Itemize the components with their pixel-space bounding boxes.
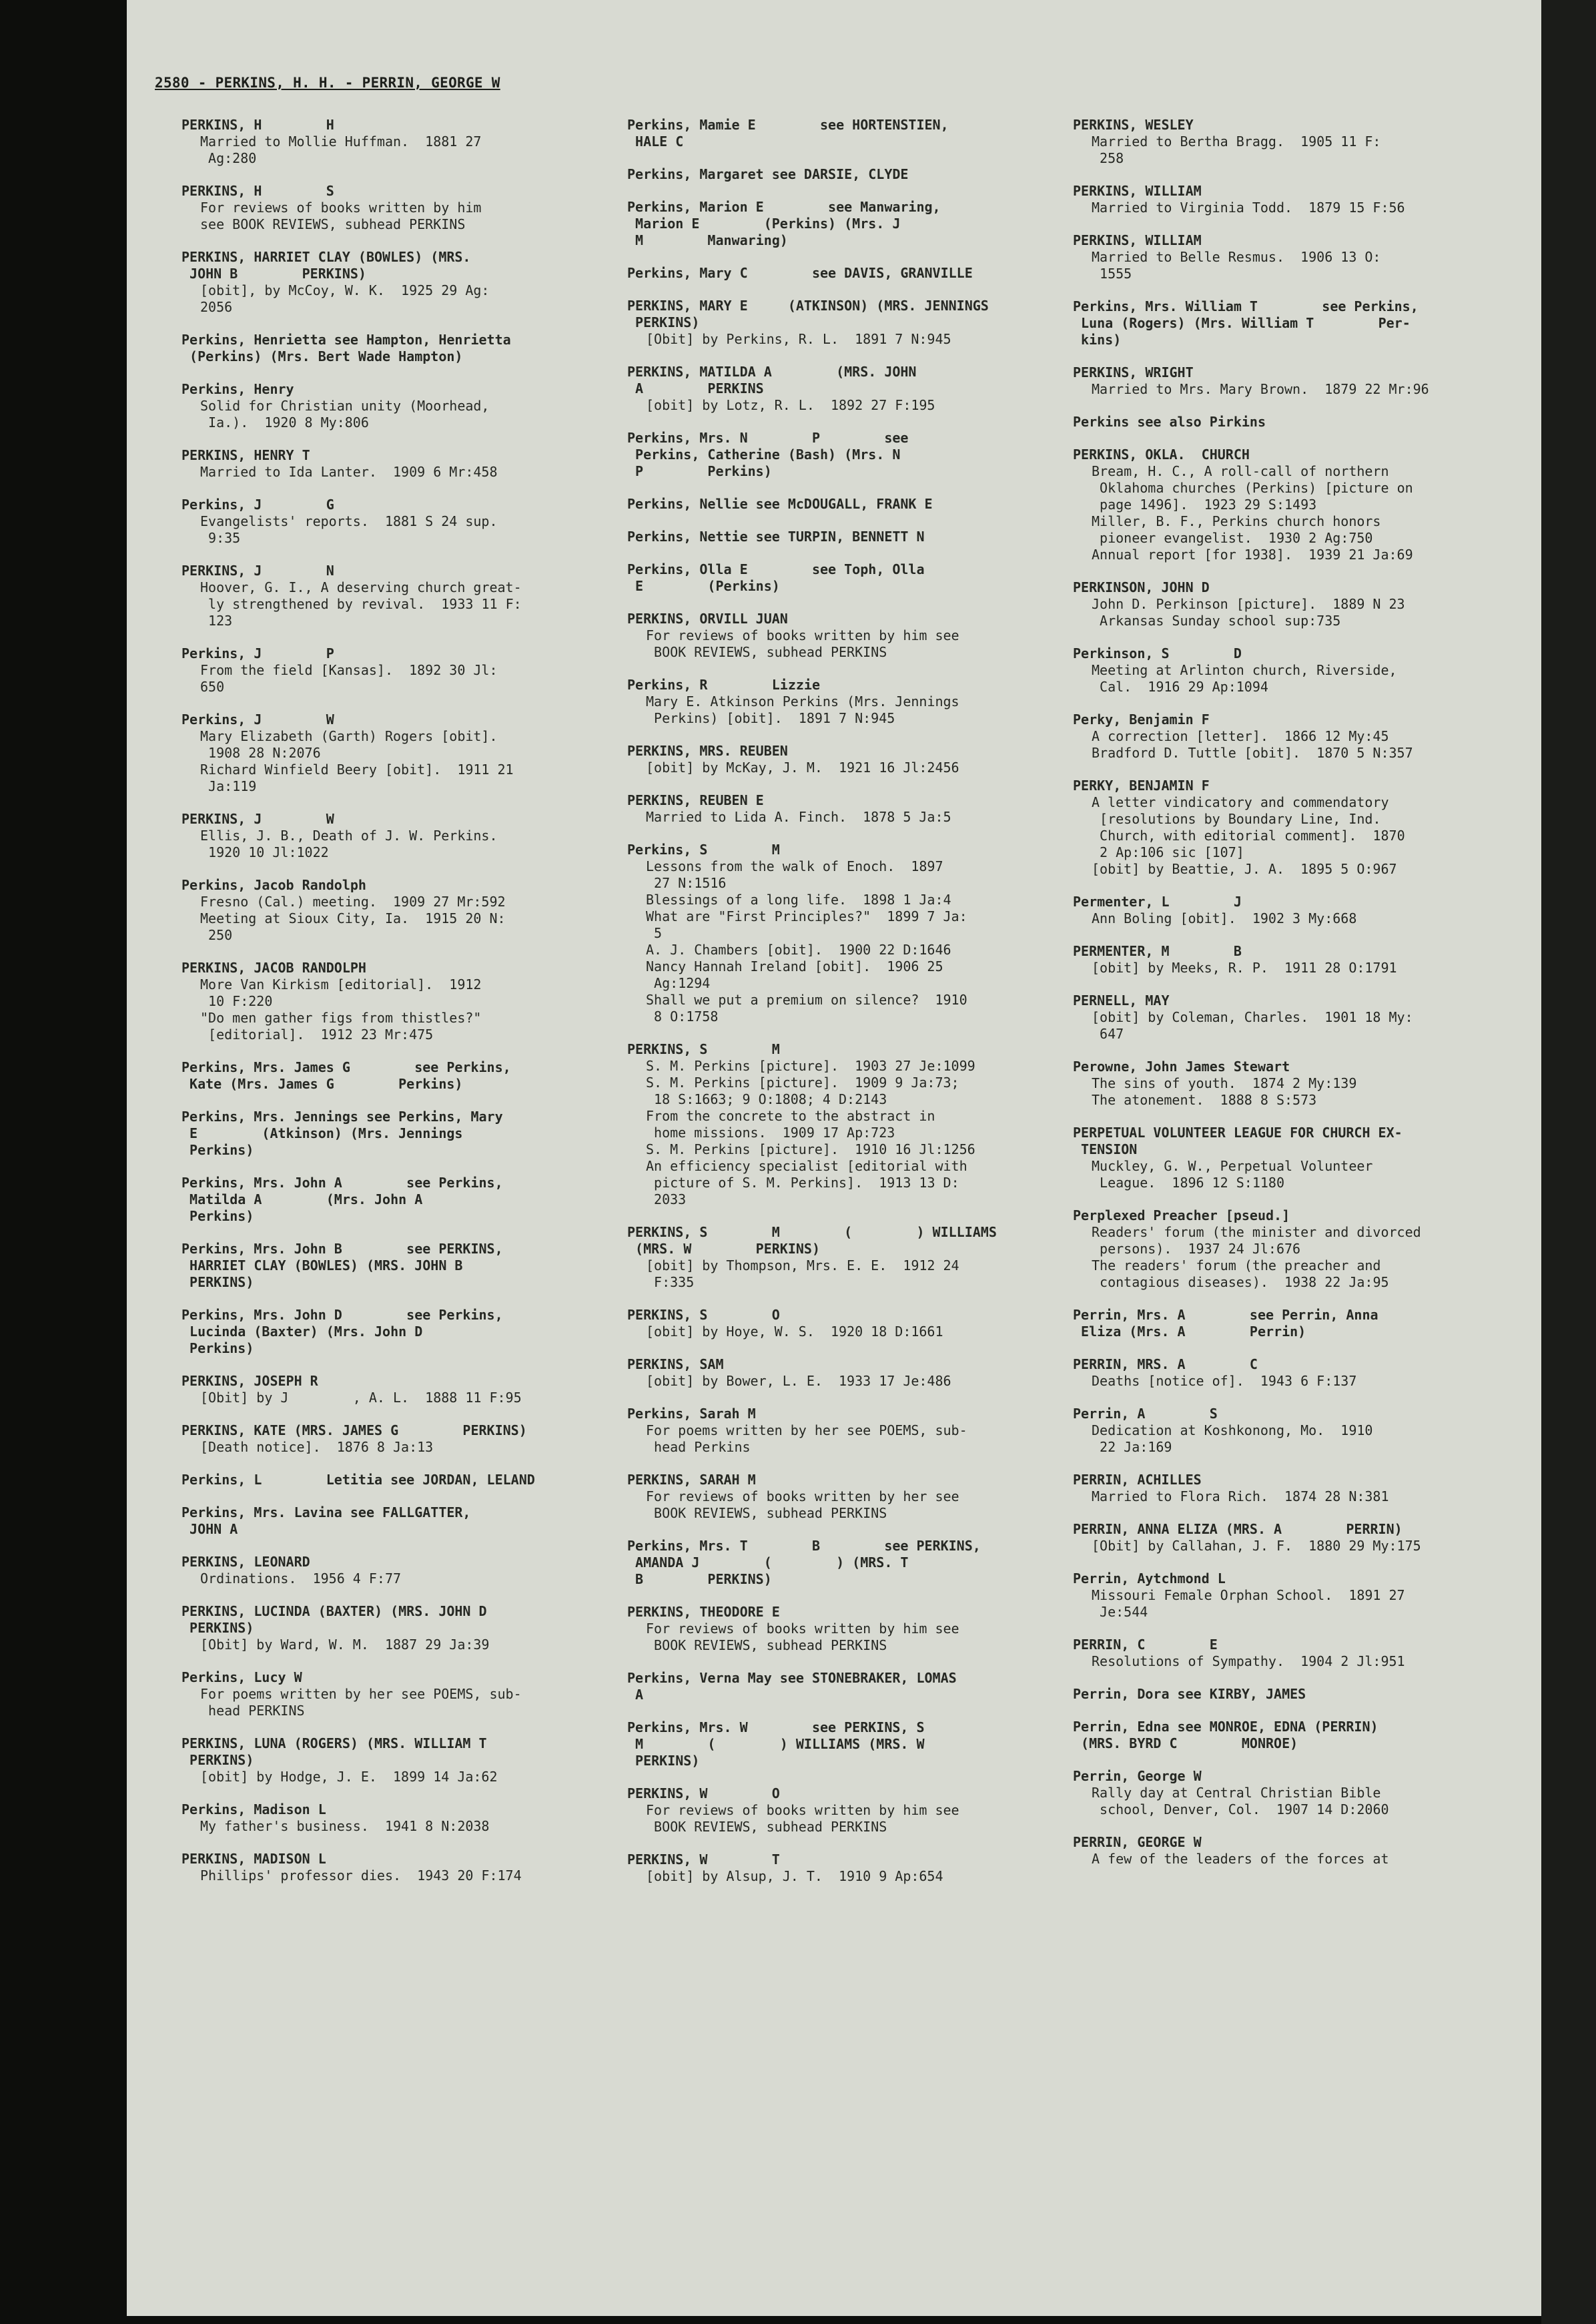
- index-entry: [181, 1241, 609, 1291]
- entry-citation: For reviews of books written by him see BOOK REVIEWS, subhead PERKINS: [646, 1802, 959, 1835]
- index-entry: [181, 811, 609, 861]
- index-entry: [627, 611, 1054, 661]
- entry-heading: PERKINS, WILLIAM: [1073, 232, 1202, 248]
- index-entry: [181, 381, 609, 431]
- entry-heading: PERKINS, MADISON L: [181, 1851, 326, 1867]
- entry-citation: [Obit] by Callahan, J. F. 1880 29 My:175: [1092, 1538, 1421, 1554]
- entry-citation: Meeting at Sioux City, Ia. 1915 20 N: 250: [200, 910, 506, 943]
- entry-citation: Nancy Hannah Ireland [obit]. 1906 25 Ag:1294: [646, 958, 943, 991]
- entry-heading: PERKINS, H S: [181, 183, 334, 199]
- entry-heading: PERRIN, ACHILLES: [1073, 1472, 1202, 1488]
- entry-citation: What are "First Principles?" 1899 7 Ja: 5: [646, 908, 967, 941]
- index-entry: [627, 1472, 1054, 1522]
- entry-citation: Muckley, G. W., Perpetual Volunteer League. 1896 12 S:1180: [1092, 1158, 1373, 1191]
- entry-heading: PERKINS, W O: [627, 1785, 780, 1801]
- index-entry: [181, 711, 609, 795]
- index-entry: [627, 1851, 1054, 1885]
- index-entry: [1073, 364, 1500, 398]
- entry-heading: PERNELL, MAY: [1073, 992, 1170, 1008]
- entry-citation: Married to Mrs. Mary Brown. 1879 22 Mr:96: [1092, 381, 1429, 397]
- index-entry: [1073, 645, 1500, 695]
- entry-heading: PERKINS, H H: [181, 117, 334, 133]
- entry-heading: PERKINS, OKLA. CHURCH: [1073, 447, 1250, 463]
- entry-heading: Perkins, Madison L: [181, 1801, 326, 1817]
- entry-heading: PERKINS, S M: [627, 1041, 780, 1057]
- entry-citation: Miller, B. F., Perkins church honors pioneer evangelist. 1930 2 Ag:750: [1092, 513, 1381, 546]
- entry-heading: Perkins, Mrs. John B see PERKINS, HARRIET CLAY (BOWLES) (MRS. JOHN B PERKINS): [181, 1241, 503, 1290]
- entry-citation: [obit] by Bower, L. E. 1933 17 Je:486: [646, 1373, 951, 1389]
- entry-citation: "Do men gather figs from thistles?" [editorial]. 1912 23 Mr:475: [200, 1010, 482, 1043]
- entry-citation: [obit] by Hodge, J. E. 1899 14 Ja:62: [200, 1769, 498, 1785]
- entry-citation: [obit] by McKay, J. M. 1921 16 Jl:2456: [646, 760, 959, 776]
- entry-citation: Meeting at Arlinton church, Riverside, Cal. 1916 29 Ap:1094: [1092, 662, 1397, 695]
- index-entry: [627, 792, 1054, 826]
- index-entry: [181, 1669, 609, 1719]
- index-entry: [181, 1307, 609, 1357]
- index-entry: [181, 1175, 609, 1225]
- index-entry: [627, 298, 1054, 348]
- index-entry: [181, 563, 609, 629]
- entry-heading: Perkins, Olla E see Toph, Olla E (Perkins): [627, 561, 925, 594]
- index-entry: [181, 1059, 609, 1093]
- entry-heading: Perkins, Mrs. Jennings see Perkins, Mary E (Atkinson) (Mrs. Jennings Perkins): [181, 1109, 503, 1158]
- entry-citation: Married to Lida A. Finch. 1878 5 Ja:5: [646, 809, 951, 825]
- index-entry: [181, 1109, 609, 1159]
- entry-heading: PERKINS, THEODORE E: [627, 1604, 780, 1620]
- entry-heading: Perrin, Edna see MONROE, EDNA (PERRIN) (MRS. BYRD C MONROE): [1073, 1719, 1378, 1751]
- entry-citation: For reviews of books written by him see BOOK REVIEWS, subhead PERKINS: [200, 200, 482, 232]
- entry-heading: Perkins, Verna May see STONEBRAKER, LOMAS A: [627, 1670, 957, 1703]
- entry-heading: Perrin, George W: [1073, 1768, 1202, 1784]
- entry-citation: For reviews of books written by him see BOOK REVIEWS, subhead PERKINS: [646, 627, 959, 660]
- index-entry: [1073, 298, 1500, 348]
- entry-heading: Perrin, Mrs. A see Perrin, Anna Eliza (Mrs. A Perrin): [1073, 1307, 1378, 1340]
- entry-citation: [Obit] by Perkins, R. L. 1891 7 N:945: [646, 331, 951, 347]
- entry-citation: Annual report [for 1938]. 1939 21 Ja:69: [1092, 547, 1413, 563]
- index-entry: [627, 117, 1054, 150]
- entry-citation: Ann Boling [obit]. 1902 3 My:668: [1092, 910, 1357, 926]
- index-entry: [627, 496, 1054, 513]
- column-2: [627, 117, 1054, 1901]
- entry-heading: Perowne, John James Stewart: [1073, 1059, 1290, 1075]
- entry-citation: Readers' forum (the minister and divorced persons). 1937 24 Jl:676: [1092, 1224, 1421, 1257]
- index-entry: [1073, 1207, 1500, 1291]
- index-entry: [627, 561, 1054, 595]
- entry-heading: Perkins, Marion E see Manwaring, Marion E (Perkins) (Mrs. J M Manwaring): [627, 199, 941, 248]
- entry-citation: [Obit] by Ward, W. M. 1887 29 Ja:39: [200, 1637, 490, 1653]
- entry-heading: PERKINSON, JOHN D: [1073, 579, 1210, 595]
- entry-citation: Hoover, G. I., A deserving church great- ly strengthened by revival. 1933 11 F: 123: [200, 579, 522, 629]
- entry-heading: PERKINS, LEONARD: [181, 1554, 310, 1570]
- index-entry: [1073, 1356, 1500, 1390]
- entry-heading: Perrin, A S: [1073, 1406, 1218, 1422]
- index-entry: [1073, 232, 1500, 282]
- index-entry: [1073, 579, 1500, 629]
- entry-citation: Shall we put a premium on silence? 1910 8 O:1758: [646, 992, 967, 1025]
- index-entry: [1073, 992, 1500, 1043]
- entry-citation: Fresno (Cal.) meeting. 1909 27 Mr:592: [200, 894, 506, 910]
- entry-citation: Bream, H. C., A roll-call of northern Oklahoma churches (Perkins) [picture on page 1496]. 1923 29 S:1493: [1092, 463, 1413, 513]
- entry-citation: Ordinations. 1956 4 F:77: [200, 1570, 402, 1586]
- entry-heading: Perkins, Nettie see TURPIN, BENNETT N: [627, 529, 925, 545]
- entry-heading: PERKINS, KATE (MRS. JAMES G PERKINS): [181, 1422, 527, 1438]
- index-entry: [627, 1719, 1054, 1769]
- entry-heading: Perkins, Mamie E see HORTENSTIEN, HALE C: [627, 117, 949, 150]
- entry-heading: PERKINS, LUCINDA (BAXTER) (MRS. JOHN D PERKINS): [181, 1603, 487, 1636]
- entry-heading: PERKY, BENJAMIN F: [1073, 778, 1210, 794]
- entry-citation: Ellis, J. B., Death of J. W. Perkins. 1920 10 Jl:1022: [200, 828, 498, 860]
- entry-citation: Rally day at Central Christian Bible school, Denver, Col. 1907 14 D:2060: [1092, 1785, 1389, 1817]
- entry-citation: Deaths [notice of]. 1943 6 F:137: [1092, 1373, 1357, 1389]
- entry-heading: PERPETUAL VOLUNTEER LEAGUE FOR CHURCH EX- TENSION: [1073, 1125, 1403, 1157]
- entry-heading: PERKINS, HARRIET CLAY (BOWLES) (MRS. JOHN B PERKINS): [181, 249, 471, 282]
- entry-heading: PERKINS, J N: [181, 563, 334, 579]
- entry-heading: Perrin, Dora see KIRBY, JAMES: [1073, 1686, 1306, 1702]
- index-entry: [181, 1422, 609, 1456]
- entry-heading: Perkins, Mrs. John D see Perkins, Lucinda (Baxter) (Mrs. John D Perkins): [181, 1307, 503, 1356]
- entry-heading: PERKINS, ORVILL JUAN: [627, 611, 788, 627]
- index-entry: [181, 1554, 609, 1587]
- index-entry: [181, 1801, 609, 1835]
- entry-heading: Perkins, Mrs. T B see PERKINS, AMANDA J ( ) (MRS. T B PERKINS): [627, 1538, 981, 1587]
- index-entry: [1073, 447, 1500, 563]
- entry-citation: S. M. Perkins [picture]. 1910 16 Jl:1256: [646, 1141, 975, 1157]
- entry-heading: Perkins, Mrs. N P see Perkins, Catherine (Bash) (Mrs. N P Perkins): [627, 430, 909, 479]
- index-entry: [1073, 1125, 1500, 1191]
- index-entry: [181, 1851, 609, 1884]
- entry-heading: Perkins, J P: [181, 645, 334, 661]
- entry-heading: Perkins, Jacob Randolph: [181, 877, 366, 893]
- entry-heading: Perkins, Mrs. William T see Perkins, Luna (Rogers) (Mrs. William T Per- kins): [1073, 298, 1419, 348]
- entry-heading: PERKINS, W T: [627, 1851, 780, 1867]
- index-entry: [627, 1406, 1054, 1456]
- entry-heading: PERKINS, MARY E (ATKINSON) (MRS. JENNINGS PERKINS): [627, 298, 989, 330]
- entry-heading: PERRIN, ANNA ELIZA (MRS. A PERRIN): [1073, 1521, 1403, 1537]
- entry-heading: Perkins, Mary C see DAVIS, GRANVILLE: [627, 265, 973, 281]
- entry-citation: For poems written by her see POEMS, sub- head PERKINS: [200, 1686, 522, 1719]
- entry-heading: PERRIN, C E: [1073, 1637, 1218, 1653]
- entry-citation: [obit] by Hoye, W. S. 1920 18 D:1661: [646, 1324, 943, 1340]
- entry-citation: Resolutions of Sympathy. 1904 2 Jl:951: [1092, 1653, 1405, 1669]
- index-entry: [1073, 711, 1500, 762]
- index-entry: [627, 1307, 1054, 1340]
- entry-citation: [Obit] by J , A. L. 1888 11 F:95: [200, 1390, 522, 1406]
- entry-heading: PERKINS, S O: [627, 1307, 780, 1323]
- entry-citation: The sins of youth. 1874 2 My:139: [1092, 1075, 1357, 1091]
- entry-citation: For reviews of books written by her see BOOK REVIEWS, subhead PERKINS: [646, 1488, 959, 1521]
- entry-citation: More Van Kirkism [editorial]. 1912 10 F:220: [200, 976, 482, 1009]
- index-entry: [181, 497, 609, 547]
- entry-heading: Perkins, Margaret see DARSIE, CLYDE: [627, 166, 909, 182]
- entry-citation: A letter vindicatory and commendatory [resolutions by Boundary Line, Ind. Church, with editorial comment]. 1870 2 Ap:106 sic [107]: [1092, 794, 1405, 860]
- entry-heading: Perkins, S M: [627, 842, 780, 858]
- index-entry: [627, 1224, 1054, 1291]
- index-entry: [1073, 117, 1500, 167]
- entry-citation: Married to Belle Resmus. 1906 13 O: 1555: [1092, 249, 1381, 282]
- entry-heading: Perkins, J G: [181, 497, 334, 513]
- entry-citation: Married to Ida Lanter. 1909 6 Mr:458: [200, 464, 498, 480]
- entry-heading: PERKINS, S M ( ) WILLIAMS (MRS. W PERKINS): [627, 1224, 997, 1257]
- index-entry: [627, 677, 1054, 727]
- index-entry: [627, 529, 1054, 545]
- index-entry: [627, 1538, 1054, 1588]
- entry-heading: Perkins, Nellie see McDOUGALL, FRANK E: [627, 496, 933, 512]
- entry-citation: Solid for Christian unity (Moorhead, Ia.). 1920 8 My:806: [200, 398, 490, 430]
- index-entry: [1073, 1719, 1500, 1752]
- entry-citation: Married to Virginia Todd. 1879 15 F:56: [1092, 200, 1405, 216]
- index-entry: [181, 332, 609, 365]
- entry-citation: S. M. Perkins [picture]. 1903 27 Je:1099: [646, 1058, 975, 1074]
- entry-citation: [obit] by Beattie, J. A. 1895 5 O:967: [1092, 861, 1397, 877]
- entry-citation: Richard Winfield Beery [obit]. 1911 21 Ja:119: [200, 762, 514, 794]
- entry-citation: Lessons from the walk of Enoch. 1897 27 N:1516: [646, 858, 943, 891]
- index-entry: [1073, 1686, 1500, 1703]
- entry-citation: A correction [letter]. 1866 12 My:45: [1092, 728, 1389, 744]
- index-entry: [181, 877, 609, 944]
- entry-heading: Perkins, L Letitia see JORDAN, LELAND: [181, 1472, 535, 1488]
- entry-citation: My father's business. 1941 8 N:2038: [200, 1818, 490, 1834]
- entry-heading: PERKINS, WILLIAM: [1073, 183, 1202, 199]
- index-entry: [1073, 1059, 1500, 1109]
- index-entry: [1073, 1768, 1500, 1818]
- entry-heading: PERKINS, WRIGHT: [1073, 364, 1194, 380]
- index-entry: [627, 1785, 1054, 1835]
- entry-citation: [Death notice]. 1876 8 Ja:13: [200, 1439, 434, 1455]
- entry-heading: PERKINS, LUNA (ROGERS) (MRS. WILLIAM T PERKINS): [181, 1735, 487, 1768]
- entry-citation: [obit] by Meeks, R. P. 1911 28 O:1791: [1092, 960, 1397, 976]
- entry-citation: The readers' forum (the preacher and contagious diseases). 1938 22 Ja:95: [1092, 1257, 1389, 1290]
- entry-citation: A few of the leaders of the forces at: [1092, 1851, 1389, 1867]
- column-3: [1073, 117, 1500, 1883]
- entry-citation: Phillips' professor dies. 1943 20 F:174: [200, 1867, 522, 1883]
- entry-citation: From the concrete to the abstract in home missions. 1909 17 Ap:723: [646, 1108, 935, 1141]
- page-header: 2580 - PERKINS, H. H. - PERRIN, GEORGE W: [155, 75, 500, 91]
- entry-citation: [obit], by McCoy, W. K. 1925 29 Ag: 2056: [200, 282, 490, 315]
- entry-citation: Dedication at Koshkonong, Mo. 1910 22 Ja:169: [1092, 1422, 1373, 1455]
- index-entry: [627, 265, 1054, 282]
- entry-heading: PERKINS, SAM: [627, 1356, 724, 1372]
- index-entry: [627, 364, 1054, 414]
- index-entry: [181, 960, 609, 1043]
- entry-heading: PERKINS, WESLEY: [1073, 117, 1194, 133]
- entry-citation: Married to Mollie Huffman. 1881 27 Ag:280: [200, 133, 482, 166]
- entry-heading: Perkins, Henry: [181, 381, 294, 397]
- entry-citation: An efficiency specialist [editorial with picture of S. M. Perkins]. 1913 13 D: 2033: [646, 1158, 967, 1207]
- entry-citation: [obit] by Thompson, Mrs. E. E. 1912 24 F:335: [646, 1257, 959, 1290]
- index-entry: [181, 1472, 609, 1488]
- entry-heading: Perkins, Mrs. Lavina see FALLGATTER, JOHN A: [181, 1504, 471, 1537]
- entry-heading: Perkins, Sarah M: [627, 1406, 756, 1422]
- entry-heading: PERKINS, JACOB RANDOLPH: [181, 960, 366, 976]
- index-entry: [181, 1735, 609, 1785]
- entry-citation: Mary Elizabeth (Garth) Rogers [obit]. 1908 28 N:2076: [200, 728, 498, 761]
- column-1: [181, 117, 609, 1900]
- index-entry: [181, 183, 609, 233]
- entry-citation: From the field [Kansas]. 1892 30 Jl: 650: [200, 662, 498, 695]
- index-entry: [1073, 778, 1500, 878]
- index-entry: [1073, 943, 1500, 976]
- entry-heading: Permenter, L J: [1073, 894, 1242, 910]
- entry-heading: Perkins, R Lizzie: [627, 677, 820, 693]
- entry-heading: PERKINS, JOSEPH R: [181, 1373, 318, 1389]
- entry-heading: PERMENTER, M B: [1073, 943, 1242, 959]
- entry-heading: PERKINS, J W: [181, 811, 334, 827]
- entry-heading: PERKINS, REUBEN E: [627, 792, 764, 808]
- entry-citation: The atonement. 1888 8 S:573: [1092, 1092, 1317, 1108]
- index-page: [127, 0, 1541, 2316]
- entry-heading: Perkins, Mrs. W see PERKINS, S M ( ) WILLIAMS (MRS. W PERKINS): [627, 1719, 925, 1769]
- index-entry: [1073, 183, 1500, 216]
- index-entry: [1073, 414, 1500, 430]
- index-entry: [1073, 1570, 1500, 1621]
- index-entry: [181, 117, 609, 167]
- entry-heading: Perkins, Mrs. John A see Perkins, Matilda A (Mrs. John A Perkins): [181, 1175, 503, 1224]
- entry-heading: Perkins see also Pirkins: [1073, 414, 1266, 430]
- entry-citation: [obit] by Lotz, R. L. 1892 27 F:195: [646, 397, 935, 413]
- entry-heading: Perkins, Lucy W: [181, 1669, 302, 1685]
- entry-heading: PERRIN, GEORGE W: [1073, 1834, 1202, 1850]
- index-entry: [181, 249, 609, 316]
- entry-citation: John D. Perkinson [picture]. 1889 N 23 Arkansas Sunday school sup:735: [1092, 596, 1405, 629]
- index-entry: [627, 430, 1054, 480]
- index-entry: [1073, 1834, 1500, 1867]
- entry-citation: Mary E. Atkinson Perkins (Mrs. Jennings Perkins) [obit]. 1891 7 N:945: [646, 693, 959, 726]
- entry-citation: Blessings of a long life. 1898 1 Ja:4: [646, 892, 951, 908]
- index-entry: [181, 1603, 609, 1653]
- entry-heading: PERRIN, MRS. A C: [1073, 1356, 1258, 1372]
- entry-heading: Perplexed Preacher [pseud.]: [1073, 1207, 1290, 1223]
- index-entry: [627, 842, 1054, 1025]
- entry-citation: S. M. Perkins [picture]. 1909 9 Ja:73; 18 S:1663; 9 O:1808; 4 D:2143: [646, 1075, 959, 1107]
- index-entry: [181, 1504, 609, 1538]
- entry-heading: PERKINS, MRS. REUBEN: [627, 743, 788, 759]
- index-entry: [627, 743, 1054, 776]
- entry-heading: PERKINS, SARAH M: [627, 1472, 756, 1488]
- index-entry: [1073, 1637, 1500, 1670]
- index-entry: [1073, 1406, 1500, 1456]
- index-entry: [1073, 894, 1500, 927]
- entry-citation: Bradford D. Tuttle [obit]. 1870 5 N:357: [1092, 745, 1413, 761]
- index-entry: [1073, 1472, 1500, 1505]
- entry-citation: [obit] by Alsup, J. T. 1910 9 Ap:654: [646, 1868, 943, 1884]
- entry-citation: [obit] by Coleman, Charles. 1901 18 My: 647: [1092, 1009, 1413, 1042]
- page-edge-shadow: [1541, 0, 1596, 2324]
- entry-heading: Perrin, Aytchmond L: [1073, 1570, 1226, 1586]
- entry-citation: Married to Flora Rich. 1874 28 N:381: [1092, 1488, 1389, 1504]
- index-entry: [181, 447, 609, 481]
- entry-citation: For reviews of books written by him see BOOK REVIEWS, subhead PERKINS: [646, 1621, 959, 1653]
- index-entry: [181, 1373, 609, 1406]
- entry-heading: Perkins, Henrietta see Hampton, Henrietta (Perkins) (Mrs. Bert Wade Hampton): [181, 332, 511, 364]
- entry-heading: Perkins, J W: [181, 711, 334, 728]
- index-entry: [1073, 1307, 1500, 1340]
- index-entry: [627, 199, 1054, 249]
- entry-citation: A. J. Chambers [obit]. 1900 22 D:1646: [646, 942, 951, 958]
- entry-heading: Perky, Benjamin F: [1073, 711, 1210, 728]
- entry-heading: Perkins, Mrs. James G see Perkins, Kate (Mrs. James G Perkins): [181, 1059, 511, 1092]
- entry-citation: For poems written by her see POEMS, sub- head Perkins: [646, 1422, 967, 1455]
- index-entry: [627, 166, 1054, 183]
- entry-heading: PERKINS, HENRY T: [181, 447, 310, 463]
- index-entry: [627, 1670, 1054, 1703]
- index-entry: [627, 1604, 1054, 1654]
- index-entry: [627, 1356, 1054, 1390]
- entry-heading: Perkinson, S D: [1073, 645, 1242, 661]
- entry-citation: Missouri Female Orphan School. 1891 27 Je:544: [1092, 1587, 1405, 1620]
- index-entry: [627, 1041, 1054, 1208]
- entry-heading: PERKINS, MATILDA A (MRS. JOHN A PERKINS: [627, 364, 917, 396]
- index-entry: [181, 645, 609, 695]
- index-entry: [1073, 1521, 1500, 1554]
- entry-citation: Married to Bertha Bragg. 1905 11 F: 258: [1092, 133, 1381, 166]
- entry-citation: Evangelists' reports. 1881 S 24 sup. 9:35: [200, 513, 498, 546]
